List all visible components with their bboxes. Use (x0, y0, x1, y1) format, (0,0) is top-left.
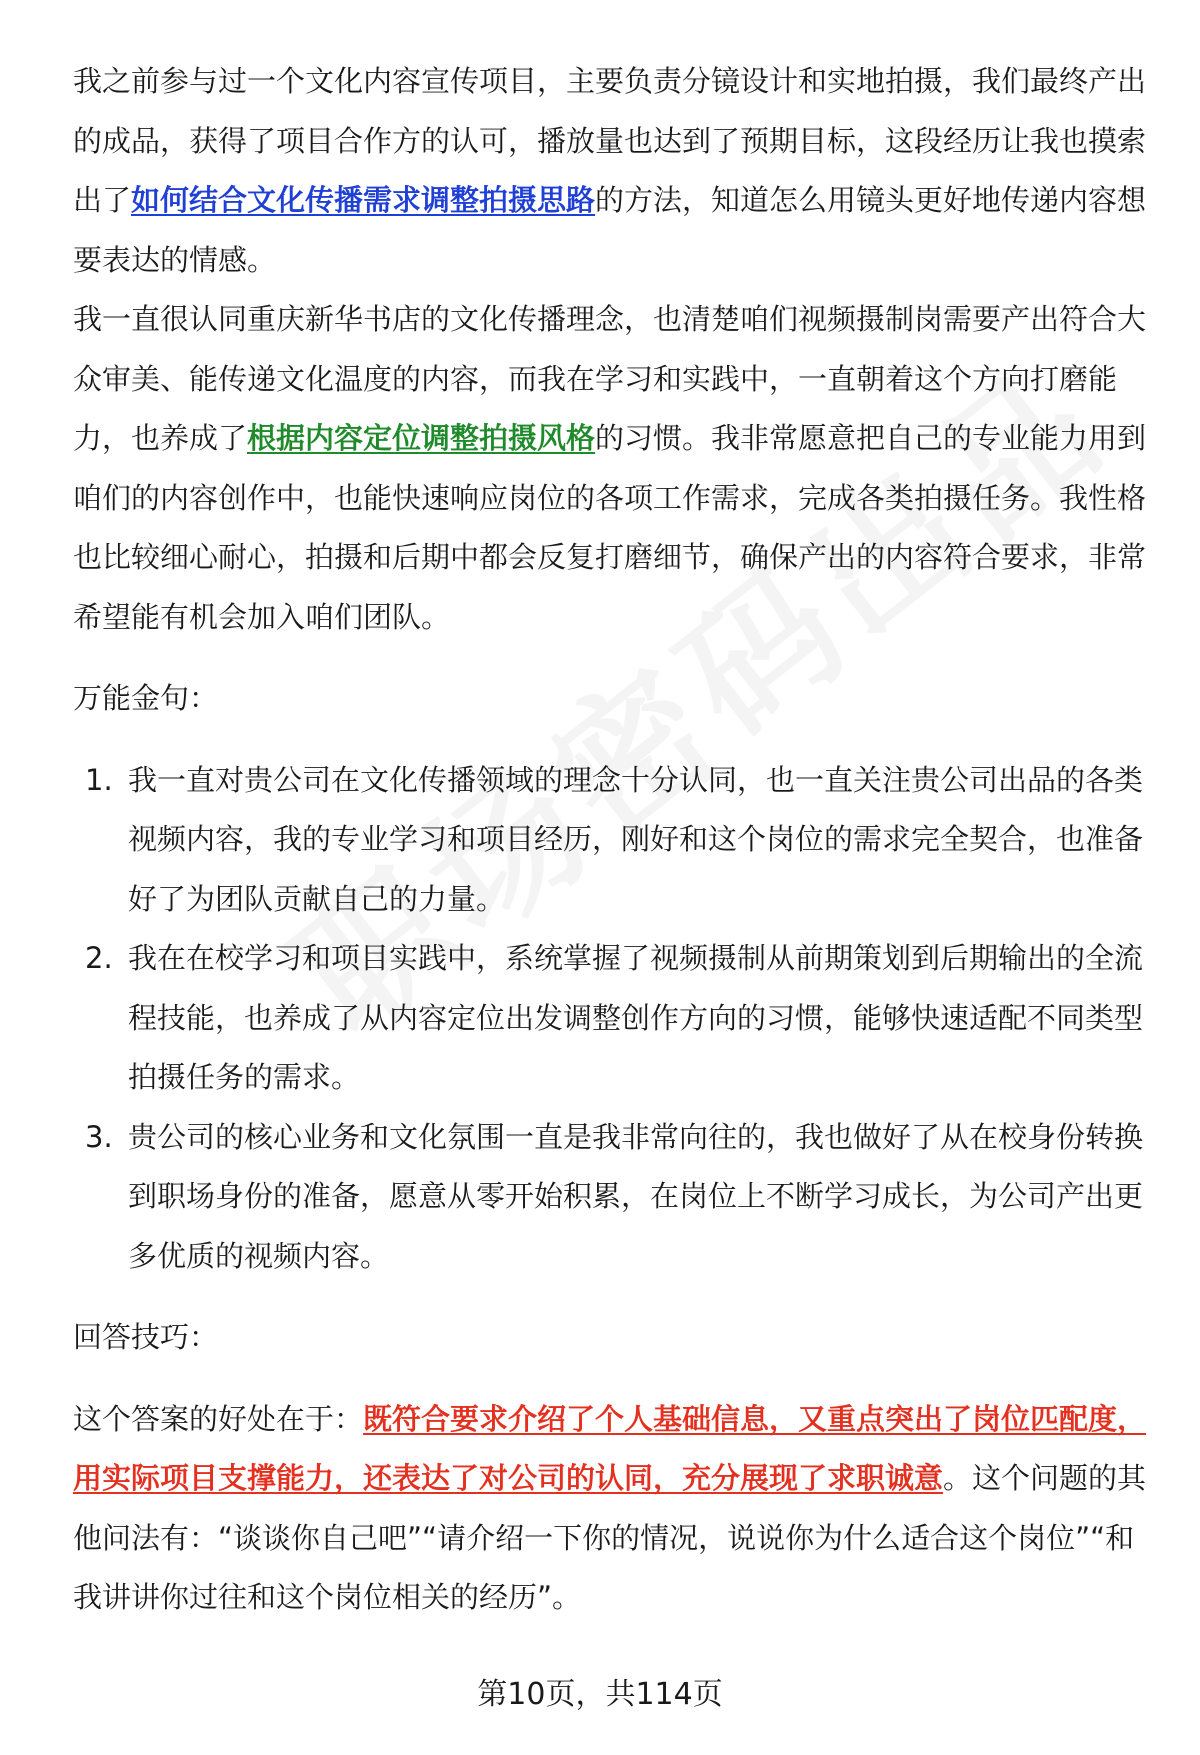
paragraph-tips: 这个答案的好处在于：既符合要求介绍了个人基础信息，又重点突出了岗位匹配度，用实际项目支撑能力，还表达了对公司的认同，充分展现了求职诚意。这个问题的其他问法有：“谈谈你自己吧”“请介绍一下你的情况，说说你为什么适合这个岗位”“和我讲讲你过往和这个岗位相关的经历”。 (73, 1401, 1147, 1614)
heading-tips: 回答技巧： (73, 1320, 219, 1354)
list-item: 1. 我一直对贵公司在文化传播领域的理念十分认同，也一直关注贵公司出品的各类视频内容，我的专业学习和项目经历，刚好和这个岗位的需求完全契合，也准备好了为团队贡献自己的力量。 (85, 762, 1144, 916)
list-item: 3. 贵公司的核心业务和文化氛围一直是我非常向往的，我也做好了从在校身份转换到职场身份的准备，愿意从零开始积累，在岗位上不断学习成长，为公司产出更多优质的视频内容。 (85, 1119, 1144, 1273)
paragraph-motivation: 我一直很认同重庆新华书店的文化传播理念，也清楚咱们视频摄制岗需要产出符合大众审美、能传递文化温度的内容，而我在学习和实践中，一直朝着这个方向打磨能力，也养成了根据内容定位调整拍摄风格的习惯。我非常愿意把自己的专业能力用到咱们的内容创作中，也能快速响应岗位的各项工作需求，完成各类拍摄任务。我性格也比较细心耐心，拍摄和后期中都会反复打磨细节，确保产出的内容符合要求，非常希望能有机会加入咱们团队。 (73, 302, 1147, 634)
heading-phrases: 万能金句： (73, 681, 219, 715)
paragraph-experience: 我之前参与过一个文化内容宣传项目，主要负责分镜设计和实地拍摄，我们最终产出的成品，获得了项目合作方的认可，播放量也达到了预期目标，这段经历让我也摸索出了如何结合文化传播需求调整拍摄思路的方法，知道怎么用镜头更好地传递内容想要表达的情感。 (73, 64, 1147, 277)
highlight-blue: 如何结合文化传播需求调整拍摄思路 (131, 183, 596, 217)
page-footer: 第10页，共114页 (477, 1677, 723, 1712)
phrases-list (73, 751, 1148, 1287)
highlight-red: 既符合要求介绍了个人基础信息，又重点突出了岗位匹配度，用实际项目支撑能力，还表达了对公司的认同，充分展现了求职诚意 (73, 1401, 1147, 1495)
document-page (73, 52, 1148, 1628)
highlight-green: 根据内容定位调整拍摄风格 (247, 421, 596, 455)
list-item: 2. 我在在校学习和项目实践中，系统掌握了视频摄制从前期策划到后期输出的全流程技能，也养成了从内容定位出发调整创作方向的习惯，能够快速适配不同类型拍摄任务的需求。 (85, 941, 1144, 1094)
